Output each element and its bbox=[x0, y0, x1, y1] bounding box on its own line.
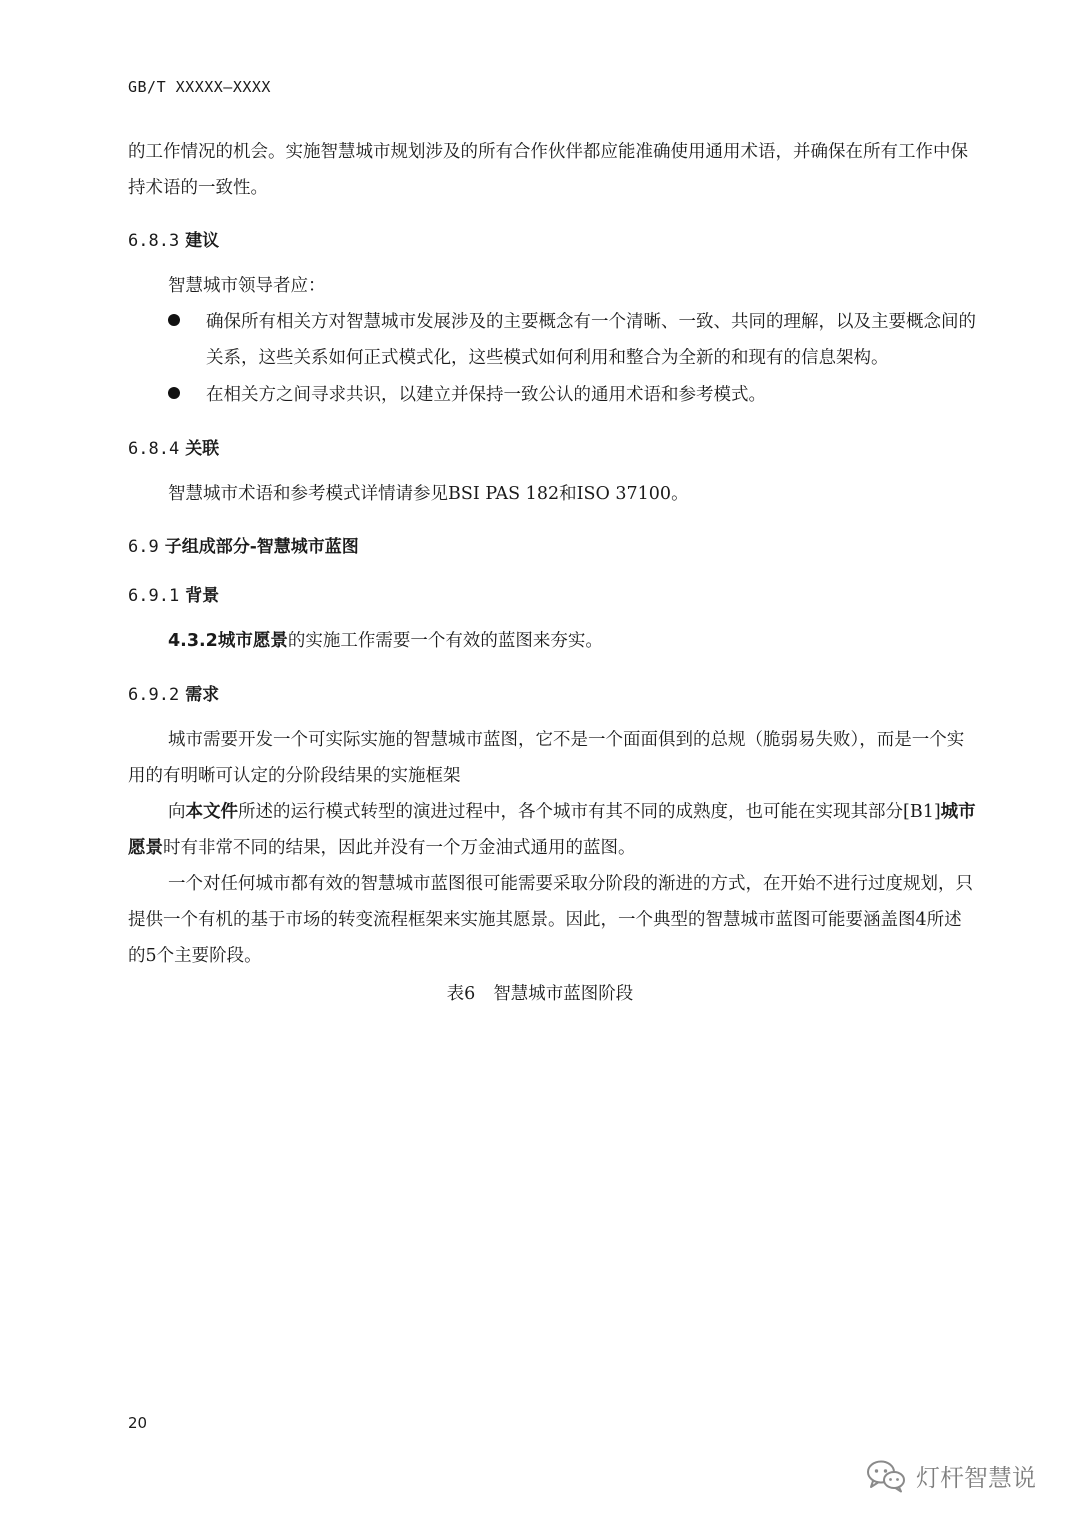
section-title: 关联 bbox=[185, 439, 220, 459]
paragraph-text: 时有非常不同的结果，因此并没有一个万金油式通用的蓝图。 bbox=[163, 838, 636, 858]
section-number: 6.8.4 bbox=[128, 439, 180, 459]
section-title: 需求 bbox=[185, 685, 220, 705]
table-title: 智慧城市蓝图阶段 bbox=[493, 984, 634, 1004]
section-number: 6.9 bbox=[128, 537, 159, 557]
section-title: 建议 bbox=[185, 231, 220, 251]
section-6-8-3-lead: 智慧城市领导者应： bbox=[168, 276, 326, 296]
table-caption bbox=[0, 980, 1080, 1005]
bullet-text: 确保所有相关方对智慧城市发展涉及的主要概念有一个清晰、一致、共同的理解，以及主要概念间的关系，这些关系如何正式模式化，这些模式如何利用和整合为全新的和现有的信息架构。 bbox=[206, 312, 976, 368]
watermark-text: 灯杆智慧说 bbox=[916, 1464, 1036, 1492]
section-title: 子组成部分-智慧城市蓝图 bbox=[164, 537, 359, 557]
bullet-item bbox=[128, 377, 978, 413]
section-6-9-1-text bbox=[128, 623, 978, 659]
section-6-8-3-heading bbox=[128, 226, 219, 251]
standard-code-header: GB/T XXXXX—XXXX bbox=[128, 78, 271, 96]
cross-reference: 4.3.2城市愿景 bbox=[168, 631, 288, 651]
comment-marker: [B1] bbox=[903, 802, 941, 822]
section-6-8-4-heading bbox=[128, 434, 219, 459]
bullet-icon bbox=[168, 387, 180, 399]
section-6-9-1-heading bbox=[128, 581, 219, 606]
watermark bbox=[866, 1458, 1036, 1493]
section-6-9-2-paragraph-1: 城市需要开发一个可实际实施的智慧城市蓝图，它不是一个面面俱到的总规（脆弱易失败），而是一个实用的有明晰可认定的分阶段结果的实施框架 bbox=[128, 730, 965, 786]
section-6-8-4-text: 智慧城市术语和参考模式详情请参见BSI PAS 182和ISO 37100。 bbox=[168, 484, 689, 504]
section-6-9-2-paragraph-3: 一个对任何城市都有效的智慧城市蓝图很可能需要采取分阶段的渐进的方式，在开始不进行过度规划，只提供一个有机的基于市场的转变流程框架来实施其愿景。因此，一个典型的智慧城市蓝图可能要涵盖图4所述的5个主要阶段。 bbox=[128, 874, 973, 966]
paragraph-text: 向 bbox=[168, 802, 186, 822]
emphasis-text: 本文件 bbox=[185, 802, 238, 822]
wechat-icon bbox=[866, 1459, 906, 1493]
section-6-9-heading bbox=[128, 532, 359, 557]
bullet-item bbox=[128, 304, 978, 376]
intro-paragraph: 的工作情况的机会。实施智慧城市规划涉及的所有合作伙伴都应能准确使用通用术语，并确保在所有工作中保持术语的一致性。 bbox=[128, 142, 968, 198]
section-number: 6.8.3 bbox=[128, 231, 180, 251]
table-label: 表6 bbox=[446, 984, 476, 1004]
paragraph-text: 的实施工作需要一个有效的蓝图来夯实。 bbox=[287, 631, 603, 651]
paragraph-text: 所述的运行模式转型的演进过程中，各个城市有其不同的成熟度，也可能在实现其部分 bbox=[238, 802, 903, 822]
section-6-9-2-paragraph-2 bbox=[128, 794, 978, 866]
section-6-9-2-heading bbox=[128, 680, 219, 705]
section-number: 6.9.2 bbox=[128, 685, 180, 705]
page-number: 20 bbox=[128, 1414, 148, 1432]
bullet-icon bbox=[168, 314, 180, 326]
bullet-text: 在相关方之间寻求共识，以建立并保持一致公认的通用术语和参考模式。 bbox=[206, 385, 766, 405]
emphasis-text: 城市愿景 bbox=[128, 802, 976, 858]
section-number: 6.9.1 bbox=[128, 586, 180, 606]
section-title: 背景 bbox=[185, 586, 220, 606]
